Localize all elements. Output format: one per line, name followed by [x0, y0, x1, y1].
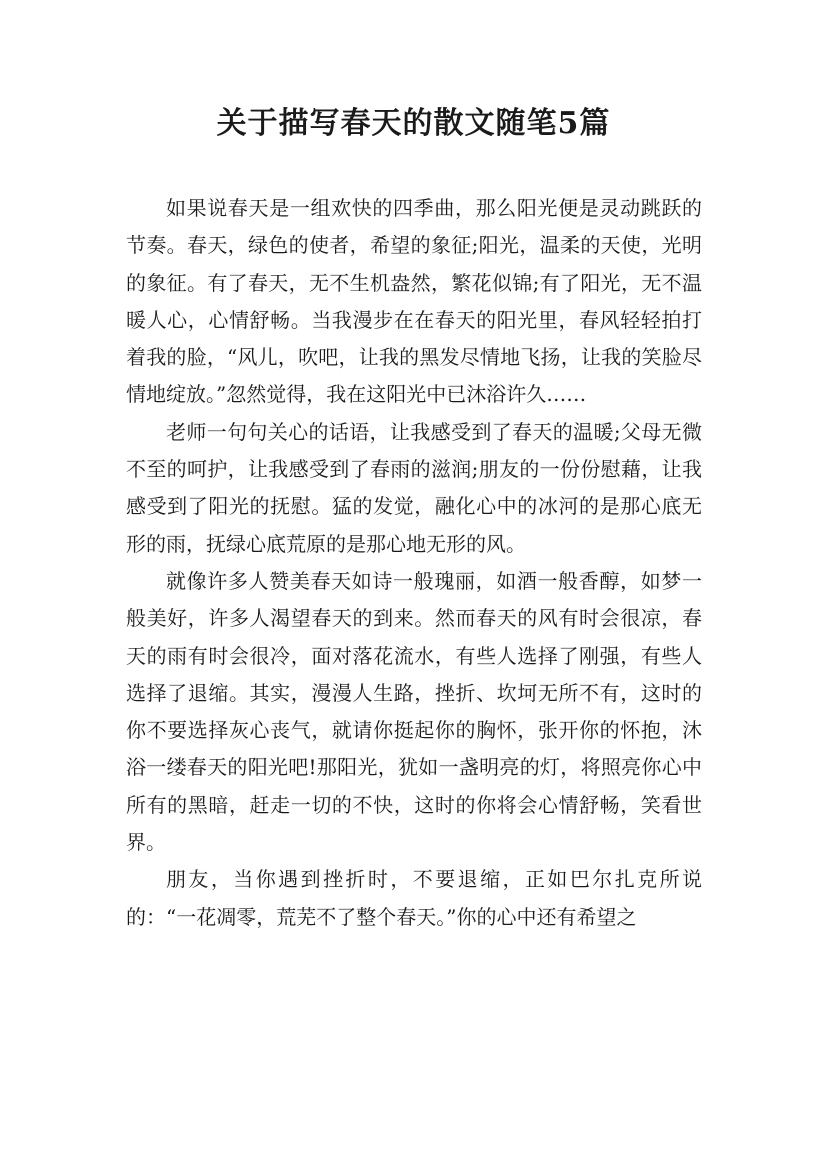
- paragraph-1: 如果说春天是一组欢快的四季曲，那么阳光便是灵动跳跃的节奏。春天，绿色的使者，希望的象征;阳光，温柔的天使，光明的象征。有了春天，无不生机盎然，繁花似锦;有了阳光，无不温暖人心，心情舒畅。当我漫步在在春天的阳光里，春风轻轻拍打着我的脸，“风儿，吹吧，让我的黑发尽情地飞扬，让我的笑脸尽情地绽放。”忽然觉得，我在这阳光中已沐浴许久……: [126, 196, 702, 407]
- document-body: [126, 190, 702, 936]
- paragraph-3: 就像许多人赞美春天如诗一般瑰丽，如酒一般香醇，如梦一般美好，许多人渴望春天的到来。然而春天的风有时会很凉，春天的雨有时会很冷，面对落花流水，有些人选择了刚强，有些人选择了退缩。其实，漫漫人生路，挫折、坎坷无所不有，这时的你不要选择灰心丧气，就请你挺起你的胸怀，张开你的怀抱，沐浴一缕春天的阳光吧!那阳光，犹如一盏明亮的灯，将照亮你心中所有的黑暗，赶走一切的不快，这时的你将会心情舒畅，笑看世界。: [126, 568, 702, 855]
- paragraph-4: 朋友，当你遇到挫折时，不要退缩，正如巴尔扎克所说的：“一花凋零，荒芜不了整个春天。”你的心中还有希望之: [126, 867, 702, 929]
- document-title: 关于描写春天的散文随笔5篇: [216, 106, 611, 141]
- paragraph-2: 老师一句句关心的话语，让我感受到了春天的温暖;父母无微不至的呵护，让我感受到了春雨的滋润;朋友的一份份慰藉，让我感受到了阳光的抚慰。猛的发觉，融化心中的冰河的是那心底无形的雨，抚绿心底荒原的是那心地无形的风。: [126, 419, 702, 556]
